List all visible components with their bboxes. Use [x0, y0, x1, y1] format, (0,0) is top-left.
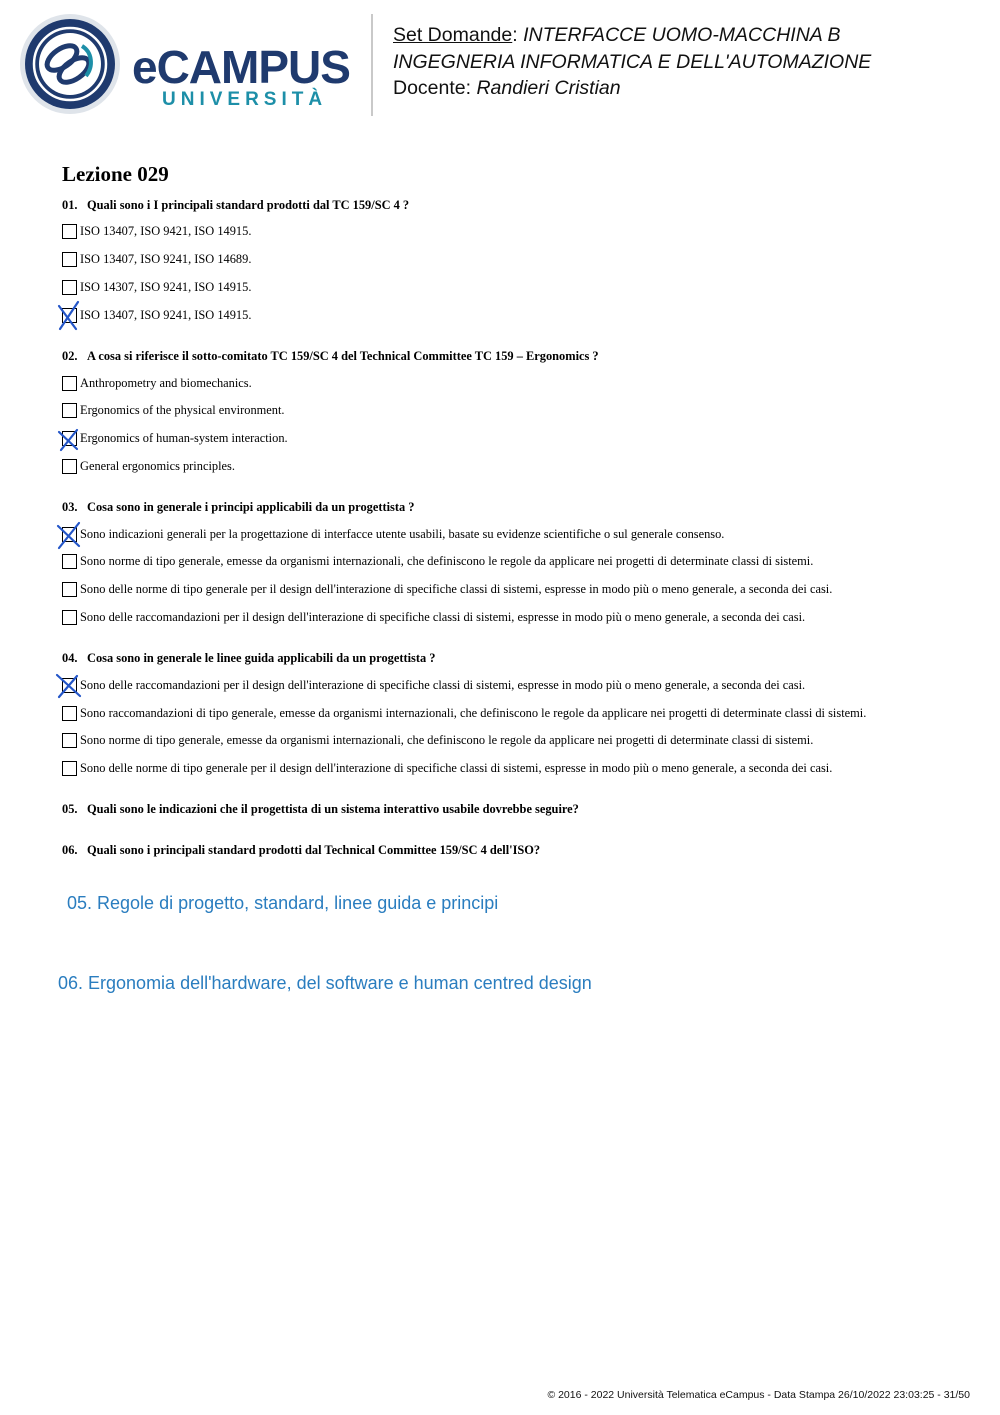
- question-text: Quali sono i I principali standard prodotti dal TC 159/SC 4 ?: [87, 198, 410, 212]
- option-text: Sono delle raccomandazioni per il design dell'interazione di specifiche classi di sistemi, espresse in modo più o meno generale, a seconda dei casi.: [80, 610, 806, 624]
- question-number: 02.: [62, 349, 78, 363]
- option-text: Sono norme di tipo generale, emesse da organismi internazionali, che definiscono le regole da applicare nei progetti di determinate classi di sistemi.: [80, 733, 814, 747]
- checkbox[interactable]: [62, 403, 77, 418]
- option-text: Sono norme di tipo generale, emesse da organismi internazionali, che definiscono le regole da applicare nei progetti di determinate classi di sistemi.: [80, 554, 814, 568]
- course-name: INTERFACCE UOMO-MACCHINA B: [523, 24, 841, 46]
- question-number: 04.: [62, 651, 78, 665]
- checkbox[interactable]: [62, 459, 77, 474]
- checkmark-cross-icon: [56, 669, 86, 703]
- option-text: ISO 13407, ISO 9241, ISO 14689.: [80, 252, 252, 266]
- question-text: Quali sono le indicazioni che il progettista di un sistema interattivo usabile dovrebbe seguire?: [87, 802, 579, 816]
- answer-05: 05. Regole di progetto, standard, linee guida e principi: [67, 893, 499, 913]
- checkbox[interactable]: [62, 582, 77, 597]
- footer-print-info: © 2016 - 2022 Università Telematica eCampus - Data Stampa 26/10/2022 23:03:25 - 31/50: [547, 1389, 970, 1401]
- set-label: Set Domande: [393, 24, 513, 46]
- checkbox[interactable]: [62, 280, 77, 295]
- option-text: Sono delle raccomandazioni per il design dell'interazione di specifiche classi di sistemi, espresse in modo più o meno generale, a seconda dei casi.: [80, 678, 806, 692]
- question-03: [62, 500, 414, 515]
- option-text: Sono delle norme di tipo generale per il design dell'interazione di specifiche classi di sistemi, espresse in modo più o meno generale, a seconda dei casi.: [80, 582, 833, 596]
- question-text: Cosa sono in generale i principi applicabili da un progettista ?: [87, 500, 415, 514]
- question-text: Quali sono i principali standard prodotti dal Technical Committee 159/SC 4 dell'ISO?: [87, 843, 541, 857]
- ecampus-logo: [12, 14, 357, 119]
- logo-subtitle: UNIVERSITÀ: [162, 89, 328, 110]
- option-text: Sono raccomandazioni di tipo generale, emesse da organismi internazionali, che definiscono le regole da applicare nei progetti di determinate classi di sistemi.: [80, 706, 867, 720]
- question-text: A cosa si riferisce il sotto-comitato TC 159/SC 4 del Technical Committee TC 159 – Ergonomics ?: [87, 349, 599, 363]
- checkbox[interactable]: [62, 733, 77, 748]
- logo-wordmark: eCAMPUS: [132, 41, 350, 93]
- option-text: ISO 13407, ISO 9241, ISO 14915.: [80, 308, 252, 322]
- question-number: 06.: [62, 843, 78, 857]
- option-text: General ergonomics principles.: [80, 459, 235, 473]
- checkmark-cross-icon: [56, 299, 86, 333]
- question-05: [62, 802, 579, 817]
- set-separator: :: [512, 24, 524, 46]
- question-02: [62, 349, 599, 364]
- answer-06: 06. Ergonomia dell'hardware, del software e human centred design: [58, 973, 592, 993]
- option-text: Ergonomics of human-system interaction.: [80, 431, 288, 445]
- question-number: 03.: [62, 500, 78, 514]
- teacher-name: Randieri Cristian: [476, 77, 621, 99]
- option-text: ISO 13407, ISO 9421, ISO 14915.: [80, 224, 252, 238]
- option-text: Sono indicazioni generali per la progettazione di interfacce utente usabili, basate su evidenze scientifiche o sul generale consenso.: [80, 527, 725, 541]
- checkbox[interactable]: [62, 761, 77, 776]
- question-06: [62, 843, 540, 858]
- header-teacher-line: [393, 75, 983, 102]
- question-01: [62, 198, 409, 213]
- question-number: 05.: [62, 802, 78, 816]
- degree-name: INGEGNERIA INFORMATICA E DELL'AUTOMAZIONE: [393, 50, 872, 73]
- checkbox[interactable]: [62, 610, 77, 625]
- header-divider: [371, 14, 373, 116]
- header-degree-line: [393, 49, 983, 76]
- question-04: [62, 651, 435, 666]
- option-text: ISO 14307, ISO 9241, ISO 14915.: [80, 280, 252, 294]
- teacher-label: Docente:: [393, 77, 477, 99]
- option-text: Anthropometry and biomechanics.: [80, 376, 252, 390]
- header-info: [393, 22, 983, 102]
- checkbox[interactable]: [62, 706, 77, 721]
- question-number: 01.: [62, 198, 78, 212]
- question-text: Cosa sono in generale le linee guida applicabili da un progettista ?: [87, 651, 436, 665]
- checkbox[interactable]: [62, 224, 77, 239]
- checkbox[interactable]: [62, 554, 77, 569]
- checkbox[interactable]: [62, 376, 77, 391]
- checkmark-cross-icon: [56, 518, 86, 552]
- option-text: Sono delle norme di tipo generale per il design dell'interazione di specifiche classi di sistemi, espresse in modo più o meno generale, a seconda dei casi.: [80, 761, 833, 775]
- option-text: Ergonomics of the physical environment.: [80, 403, 285, 417]
- checkmark-cross-icon: [56, 422, 86, 456]
- header-course-line: [393, 22, 983, 49]
- lesson-title: Lezione 029: [62, 162, 169, 186]
- checkbox[interactable]: [62, 252, 77, 267]
